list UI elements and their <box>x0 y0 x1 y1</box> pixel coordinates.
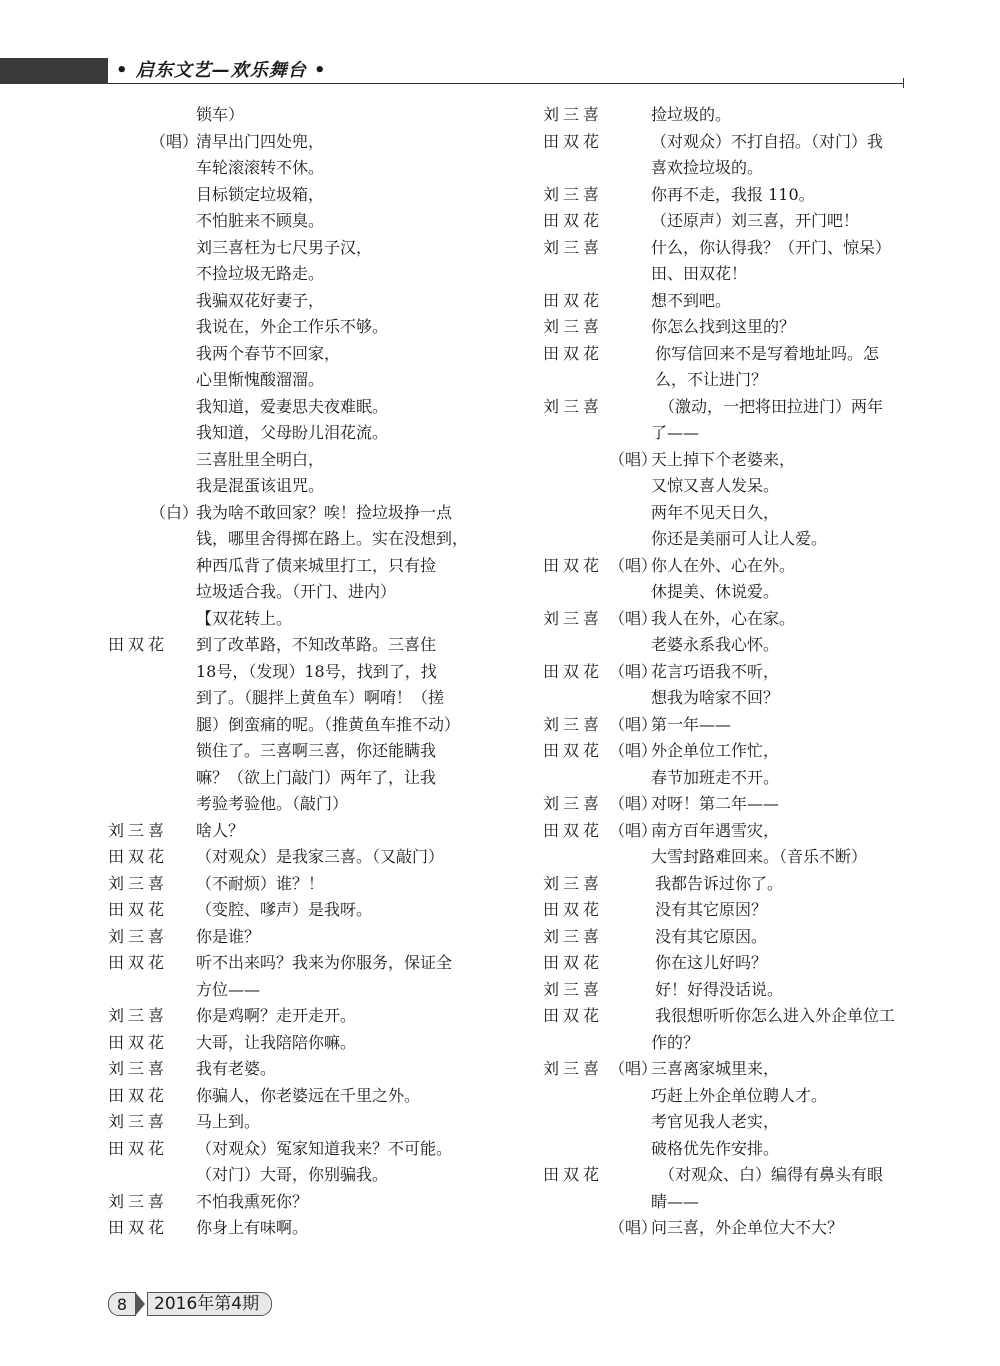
line-text: 南方百年遇雪灾， <box>651 820 780 840</box>
line-text: 你是谁？ <box>196 926 261 946</box>
script-line <box>543 420 909 447</box>
stage-tag: （唱） <box>609 661 658 681</box>
line-text: （激动，一把将田拉进门）两年 <box>659 396 884 416</box>
line-text: 两年不见天日久， <box>651 502 780 522</box>
speaker-name: 田双花 <box>108 635 169 654</box>
script-line <box>108 553 478 580</box>
script-line <box>543 155 909 182</box>
line-text: 对呀！第二年—— <box>651 794 780 813</box>
line-text: 想不到吧。 <box>651 290 732 310</box>
script-line <box>108 341 478 368</box>
speaker-name: 刘三喜 <box>543 714 604 734</box>
script-line <box>543 1003 909 1030</box>
script-line <box>108 447 478 474</box>
line-text: 想我为啥家不回？ <box>651 688 780 707</box>
speaker-name: 田双花 <box>543 555 604 575</box>
line-text: 听不出来吗？我来为你服务，保证全 <box>196 953 453 972</box>
speaker-name: 刘三喜 <box>543 184 604 204</box>
line-text: 么，不让进门？ <box>655 370 768 389</box>
line-text: 好！好得没话说。 <box>655 979 784 999</box>
script-line <box>108 712 478 739</box>
script-line <box>543 818 909 845</box>
line-text: 你在这儿好吗？ <box>655 953 768 972</box>
script-line <box>543 1136 909 1163</box>
script-line <box>543 606 909 633</box>
speaker-name: 刘三喜 <box>543 396 604 416</box>
line-text: 花言巧语我不听， <box>651 661 780 681</box>
line-text: 大雪封路难回来。（音乐不断） <box>651 847 868 866</box>
line-text: 问三喜，外企单位大不大？ <box>651 1218 844 1237</box>
speaker-name: 田双花 <box>108 1032 169 1052</box>
line-text: （不耐烦）谁？！ <box>196 873 325 893</box>
script-line <box>543 288 909 315</box>
speaker-name: 刘三喜 <box>108 1191 169 1211</box>
script-line <box>108 1003 478 1030</box>
speaker-name: 刘三喜 <box>543 873 604 893</box>
line-text: 你怎么找到这里的？ <box>651 317 796 336</box>
stage-tag: （唱） <box>609 820 658 840</box>
script-line <box>108 1083 478 1110</box>
line-text: 啥人？ <box>196 820 245 840</box>
speaker-name: 田双花 <box>108 1218 169 1237</box>
script-line <box>108 632 478 659</box>
script-line <box>108 314 478 341</box>
script-line <box>543 738 909 765</box>
line-text: 没有其它原因。 <box>655 926 768 946</box>
script-line <box>108 924 478 951</box>
script-line <box>108 818 478 845</box>
line-text: 你身上有味啊。 <box>196 1218 309 1237</box>
line-text: （还原声）刘三喜，开门吧！ <box>651 211 860 230</box>
line-text: 大哥，让我陪陪你嘛。 <box>196 1032 357 1052</box>
line-text: 三喜肚里全明白， <box>196 449 325 469</box>
script-line <box>543 182 909 209</box>
speaker-name: 刘三喜 <box>543 794 604 813</box>
script-line <box>543 102 909 129</box>
speaker-name: 田双花 <box>543 820 604 840</box>
script-line <box>108 394 478 421</box>
line-text: 目标锁定垃圾箱， <box>196 184 325 204</box>
line-text: 考官见我人老实， <box>651 1112 780 1131</box>
script-line <box>543 765 909 792</box>
line-text: 什么，你认得我？（开门、惊呆） <box>651 237 892 257</box>
script-line <box>543 1189 909 1216</box>
line-text: 考验考验他。（敲门） <box>196 794 349 813</box>
speaker-name: 田双花 <box>543 131 604 151</box>
stage-tag: （唱） <box>609 449 658 469</box>
stage-tag: （唱） <box>609 741 658 760</box>
issue-label: 2016年第4期 <box>147 1292 272 1316</box>
line-text: 不怕我熏死你？ <box>196 1191 309 1211</box>
script-line <box>108 1189 478 1216</box>
line-text: （对观众）不打自招。（对门）我 <box>651 131 884 151</box>
line-text: 方位—— <box>196 979 261 999</box>
line-text: 【双花转上。 <box>196 608 293 628</box>
line-text: 我为啥不敢回家？唉！捡垃圾挣一点 <box>196 502 453 522</box>
line-text: 钱，哪里舍得掷在路上。实在没想到， <box>196 529 469 548</box>
script-line <box>108 1136 478 1163</box>
speaker-name: 刘三喜 <box>543 979 604 999</box>
line-text: （对门）大哥，你别骗我。 <box>196 1165 389 1184</box>
speaker-name: 刘三喜 <box>543 317 604 336</box>
stage-tag: （唱） <box>150 131 199 151</box>
script-line <box>108 235 478 262</box>
line-text: 外企单位工作忙， <box>651 741 780 760</box>
script-line <box>108 659 478 686</box>
line-text: 锁车） <box>196 105 245 124</box>
line-text: 你再不走，我报 110。 <box>651 184 815 204</box>
stage-tag: （白） <box>150 502 199 522</box>
script-line <box>108 473 478 500</box>
script-line <box>543 632 909 659</box>
line-text: 车轮滚滚转不休。 <box>196 158 325 177</box>
script-line <box>543 394 909 421</box>
line-text: （对观众、白）编得有鼻头有眼 <box>659 1165 884 1184</box>
script-line <box>543 685 909 712</box>
script-line <box>108 526 478 553</box>
line-text: 我是混蛋该诅咒。 <box>196 476 325 495</box>
line-text: 睛—— <box>651 1191 700 1211</box>
line-text: 田、田双花！ <box>651 264 748 283</box>
line-text: 又惊又喜人发呆。 <box>651 476 780 495</box>
script-line <box>543 659 909 686</box>
script-line <box>543 871 909 898</box>
script-line <box>543 1030 909 1057</box>
script-line <box>543 977 909 1004</box>
speaker-name: 田双花 <box>543 953 604 972</box>
page-number: 8 <box>108 1292 136 1316</box>
script-line <box>108 765 478 792</box>
script-line <box>108 367 478 394</box>
line-text: 了—— <box>651 423 700 442</box>
line-text: 种西瓜背了债来城里打工，只有捡 <box>196 555 437 575</box>
line-text: 我有老婆。 <box>196 1059 277 1078</box>
script-line <box>543 579 909 606</box>
script-line <box>543 526 909 553</box>
script-line <box>108 261 478 288</box>
stage-tag: （唱） <box>609 714 658 734</box>
script-line <box>108 420 478 447</box>
speaker-name: 刘三喜 <box>108 926 169 946</box>
script-line <box>108 791 478 818</box>
line-text: 三喜离家城里来， <box>651 1059 780 1078</box>
script-line <box>108 1215 478 1242</box>
line-text: 你骗人，你老婆远在千里之外。 <box>196 1085 421 1105</box>
script-line <box>108 950 478 977</box>
speaker-name: 田双花 <box>543 1006 604 1025</box>
speaker-name: 田双花 <box>108 900 169 919</box>
speaker-name: 刘三喜 <box>543 1059 604 1078</box>
script-line <box>108 182 478 209</box>
speaker-name: 田双花 <box>108 847 169 866</box>
line-text: 巧赶上外企单位聘人才。 <box>651 1085 828 1105</box>
script-line <box>108 897 478 924</box>
line-text: 你是鸡啊？走开走开。 <box>196 1006 357 1025</box>
speaker-name: 刘三喜 <box>108 873 169 893</box>
line-text: 到了改革路，不知改革路。三喜住 <box>196 635 437 654</box>
line-text: 18号，（发现）18号，找到了，找 <box>196 661 437 681</box>
script-line <box>543 261 909 288</box>
line-text: 天上掉下个老婆来， <box>651 449 796 469</box>
line-text: 你人在外、心在外。 <box>651 555 796 575</box>
speaker-name: 刘三喜 <box>543 237 604 257</box>
script-line <box>543 1056 909 1083</box>
line-text: 垃圾适合我。（开门、进内） <box>196 582 397 601</box>
script-line <box>108 579 478 606</box>
script-line <box>543 791 909 818</box>
speaker-name: 田双花 <box>543 290 604 310</box>
stage-tag: （唱） <box>609 608 658 628</box>
line-text: 到了。（腿拌上黄鱼车）啊唷！（搓 <box>196 688 445 707</box>
script-line <box>543 712 909 739</box>
magazine-section-title: • 启东文艺—欢乐舞台 • <box>116 60 327 81</box>
script-line <box>108 1162 478 1189</box>
speaker-name: 田双花 <box>543 1165 604 1184</box>
line-text: 没有其它原因？ <box>655 900 768 919</box>
script-line <box>543 924 909 951</box>
speaker-name: 刘三喜 <box>108 1006 169 1025</box>
speaker-name: 刘三喜 <box>543 105 604 124</box>
script-line <box>543 1162 909 1189</box>
speaker-name: 田双花 <box>543 343 604 363</box>
script-line <box>543 314 909 341</box>
speaker-name: 刘三喜 <box>108 820 169 840</box>
script-line <box>543 208 909 235</box>
speaker-name: 田双花 <box>108 953 169 972</box>
line-text: 不怕脏来不顾臭。 <box>196 211 325 230</box>
stage-tag: （唱） <box>609 555 658 575</box>
line-text: 我知道，爱妻思夫夜难眠。 <box>196 396 389 416</box>
script-line <box>108 288 478 315</box>
line-text: 锁住了。三喜啊三喜，你还能瞒我 <box>196 741 437 760</box>
line-text: 你还是美丽可人让人爱。 <box>651 529 828 548</box>
script-line <box>108 738 478 765</box>
page-footer <box>108 1292 272 1316</box>
line-text: 腿）倒蛮痛的呢。（推黄鱼车推不动） <box>196 714 461 734</box>
line-text: 春节加班走不开。 <box>651 767 780 787</box>
script-line <box>108 102 478 129</box>
line-text: 我都告诉过你了。 <box>655 873 784 893</box>
script-line <box>108 208 478 235</box>
script-line <box>543 950 909 977</box>
script-line <box>108 155 478 182</box>
script-line <box>543 897 909 924</box>
speaker-name: 刘三喜 <box>108 1112 169 1131</box>
line-text: 刘三喜枉为七尺男子汉， <box>196 237 373 257</box>
stage-tag: （唱） <box>609 1059 658 1078</box>
speaker-name: 田双花 <box>543 661 604 681</box>
script-line <box>543 235 909 262</box>
script-line <box>108 1109 478 1136</box>
line-text: 嘛？（欲上门敲门）两年了，让我 <box>196 767 437 787</box>
script-line <box>543 129 909 156</box>
script-line <box>543 1215 909 1242</box>
script-line <box>543 367 909 394</box>
script-line <box>108 606 478 633</box>
header-rule <box>108 83 904 84</box>
right-column <box>543 102 909 1242</box>
line-text: 我知道，父母盼儿泪花流。 <box>196 423 389 442</box>
line-text: 第一年—— <box>651 714 732 734</box>
speaker-name: 刘三喜 <box>108 1059 169 1078</box>
line-text: 我骗双花好妻子， <box>196 290 325 310</box>
stage-tag: （唱） <box>609 1218 658 1237</box>
script-line <box>543 500 909 527</box>
line-text: （对观众）是我家三喜。（又敲门） <box>196 847 445 866</box>
speaker-name: 田双花 <box>543 900 604 919</box>
script-line <box>543 341 909 368</box>
script-line <box>108 977 478 1004</box>
line-text: 捡垃圾的。 <box>651 105 732 124</box>
line-text: 喜欢捡垃圾的。 <box>651 158 764 177</box>
script-line <box>543 1109 909 1136</box>
speaker-name: 田双花 <box>543 741 604 760</box>
script-line <box>543 473 909 500</box>
header-rule-tick <box>903 78 904 88</box>
line-text: 马上到。 <box>196 1112 261 1131</box>
speaker-name: 田双花 <box>108 1138 169 1158</box>
page-arrow-icon <box>135 1292 145 1316</box>
line-text: 我很想听听你怎么进入外企单位工 <box>655 1006 896 1025</box>
line-text: 破格优先作安排。 <box>651 1138 780 1158</box>
header-bar <box>0 58 108 84</box>
speaker-name: 刘三喜 <box>543 608 604 628</box>
line-text: 心里惭愧酸溜溜。 <box>196 370 325 389</box>
script-line <box>543 844 909 871</box>
speaker-name: 刘三喜 <box>543 926 604 946</box>
script-line <box>543 553 909 580</box>
line-text: 清早出门四处兜， <box>196 131 325 151</box>
line-text: 作的？ <box>651 1032 700 1052</box>
line-text: 你写信回来不是写着地址吗。怎 <box>655 343 880 363</box>
line-text: （变腔、嗲声）是我呀。 <box>196 900 373 919</box>
line-text: 我两个春节不回家， <box>196 343 341 363</box>
script-line <box>543 1083 909 1110</box>
stage-tag: （唱） <box>609 794 658 813</box>
line-text: 老婆永系我心怀。 <box>651 635 780 654</box>
speaker-name: 田双花 <box>543 211 604 230</box>
line-text: 我说在，外企工作乐不够。 <box>196 317 389 336</box>
script-line <box>108 1056 478 1083</box>
script-line <box>108 844 478 871</box>
left-column <box>108 102 478 1242</box>
script-line <box>108 129 478 156</box>
line-text: （对观众）冤家知道我来？不可能。 <box>196 1138 453 1158</box>
line-text: 不捡垃圾无路走。 <box>196 264 325 283</box>
script-line <box>108 871 478 898</box>
script-line <box>543 447 909 474</box>
speaker-name: 田双花 <box>108 1085 169 1105</box>
script-line <box>108 1030 478 1057</box>
script-line <box>108 500 478 527</box>
script-line <box>108 685 478 712</box>
line-text: 我人在外，心在家。 <box>651 608 796 628</box>
line-text: 休提美、休说爱。 <box>651 582 780 601</box>
